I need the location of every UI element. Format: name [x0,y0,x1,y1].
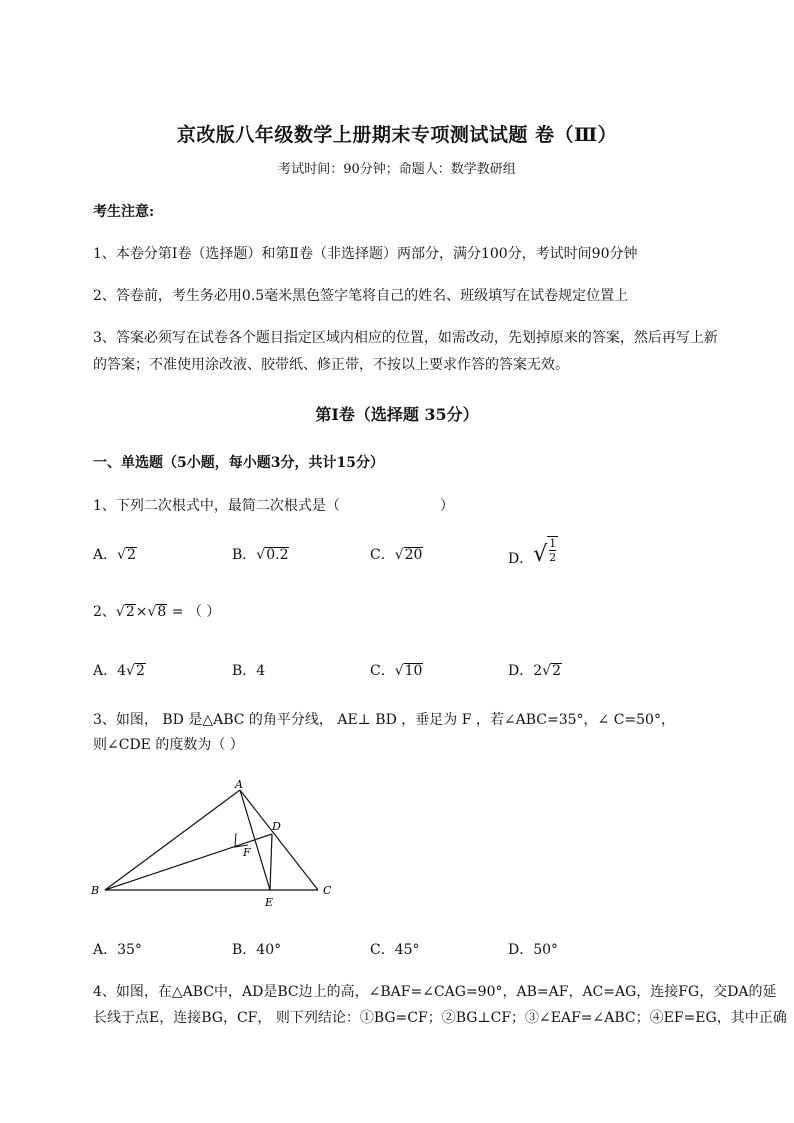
radicand: 2 [552,663,561,679]
radicand: 10 [404,663,423,679]
question-1-option-d[interactable]: D．√ $\frac{1}{2}$ [508,537,557,567]
question-3-option-a[interactable]: A．35° [93,942,142,958]
radicand: 2 [125,604,135,620]
notice-item-2: 2、答卷前，考生务必用0.5毫米黑色签字笔将自己的姓名、班级填写在试卷规定位置上 [93,288,629,304]
option-label: B． [232,547,257,563]
segment-de [270,834,272,890]
segment-ae [240,790,270,890]
question-3-option-b[interactable]: B．40° [232,942,282,958]
radicand: 0.2 [266,547,289,563]
notice-item-1: 1、本卷分第I卷（选择题）和第Ⅱ卷（非选择题）两部分，满分100分，考试时间90分钟 [93,246,638,262]
question-2-stem: 2、√2×√8 = （ ） [93,604,221,620]
part-heading: 一、单选题（5小题，每小题3分，共计15分） [93,455,384,471]
notice-item-3: 3、答案必须写在试卷各个题目指定区域内相应的位置，如需改动，先划掉原来的答案，然后再写上新 [93,330,718,346]
question-1-stem [93,495,454,515]
option-label: C． [370,663,395,679]
coefficient: 2 [533,663,543,679]
question-2-option-c[interactable]: C．√10 [370,663,423,679]
question-3-line-1: 3、如图， BD 是△ABC 的角平分线， AE⊥ BD ，垂足为 F ，若∠ABC=35°，∠ C=50°， [93,712,675,728]
question-2-option-d[interactable]: D．2√2 [508,663,561,679]
question-1-stem-close: ） [439,498,454,514]
notice-heading: 考生注意: [93,204,155,220]
segment-bd [105,834,272,890]
option-label: D． [508,551,534,567]
question-1-stem-text: 1、下列二次根式中，最简二次根式是（ [93,498,340,514]
label-f: F [243,846,251,859]
times-sign: × [135,604,148,620]
question-1-option-b[interactable]: B．√0.2 [232,547,289,563]
segment-ac [240,790,318,890]
fraction-numerator: 1 [549,537,557,550]
segment-ba [105,790,240,890]
exam-title: 京改版八年级数学上册期末专项测试试题 卷（Ⅲ） [176,124,618,146]
radicand: 2 [127,547,136,563]
option-label: C． [370,547,395,563]
question-4-line-1: 4、如图，在△ABC中，AD是BC边上的高，∠BAF=∠CAG=90°，AB=AF，AC=AG，连接FG，交DA的延 [93,984,777,1000]
option-label: A． [93,663,118,679]
question-1-option-c[interactable]: C．√20 [370,547,423,563]
option-label: B． [232,663,257,679]
label-e: E [265,896,274,909]
triangle-figure [85,770,345,915]
question-2-number: 2、 [93,604,116,620]
label-a: A [235,778,243,791]
radicand: 20 [404,547,423,563]
question-3-line-2: 则∠CDE 的度数为（ ） [93,737,244,753]
exam-subtitle: 考试时间：90分钟；命题人：数学教研组 [278,162,516,177]
label-c: C [323,884,332,897]
question-2-option-a[interactable]: A．4√2 [93,663,145,679]
question-3-option-d[interactable]: D．50° [508,942,559,958]
question-2-tail: = （ ） [171,604,221,620]
question-3-option-c[interactable]: C．45° [370,942,420,958]
notice-item-3-cont: 的答案；不准使用涂改液、胶带纸、修正带，不按以上要求作答的答案无效。 [93,357,569,373]
option-value: 4 [256,663,266,679]
label-d: D [272,820,281,833]
radicand: 2 [135,663,145,679]
label-b: B [91,884,100,897]
coefficient: 4 [117,663,127,679]
option-label: D． [508,663,534,679]
right-angle-mark [235,833,248,847]
fraction-denominator: 2 [549,551,557,564]
question-1-option-a[interactable]: A．√2 [93,547,136,563]
section-title: 第I卷（选择题 35分） [315,405,479,424]
question-4-line-2: 长线于点E，连接BG，CF， 则下列结论：①BG=CF；②BG⊥CF；③∠EAF=∠ABC；④EF=EG，其中正确 [93,1010,787,1026]
question-2-option-b[interactable] [232,660,265,680]
radicand: 8 [157,604,167,620]
option-label: A． [93,547,118,563]
